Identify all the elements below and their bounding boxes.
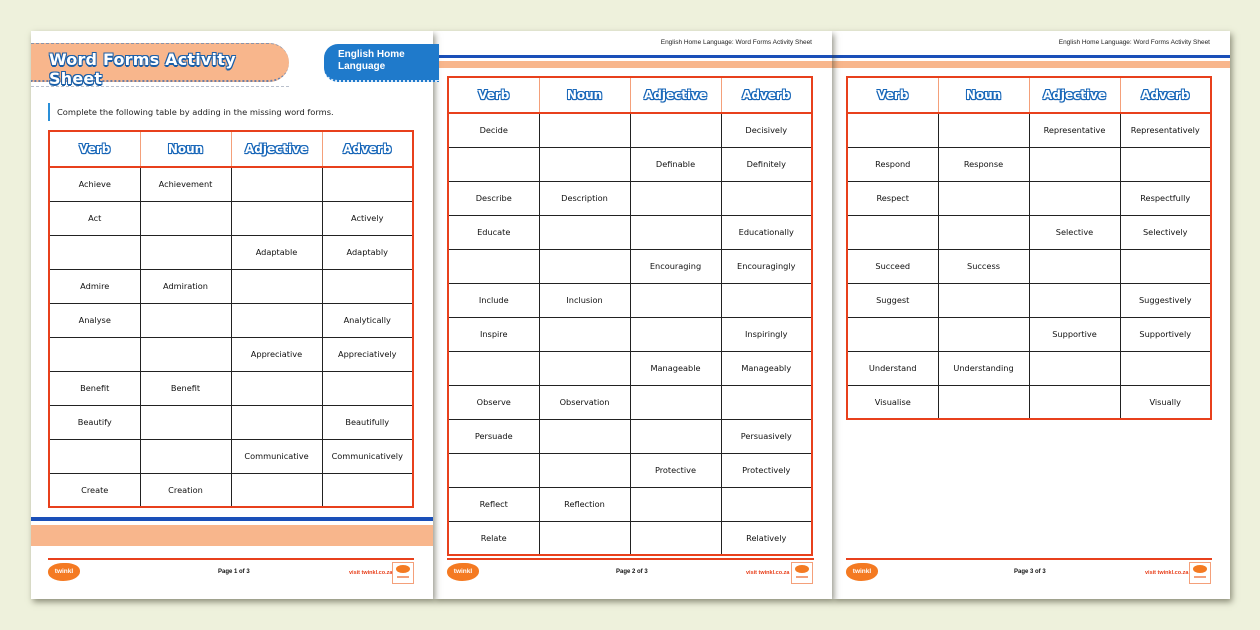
adverb-cell[interactable] <box>322 371 413 405</box>
adjective-cell: Selective <box>1029 215 1120 249</box>
column-header-noun: Noun <box>539 77 630 113</box>
table-row <box>49 303 413 337</box>
table-row <box>847 385 1211 419</box>
verb-cell: Respond <box>847 147 938 181</box>
adjective-cell[interactable] <box>630 215 721 249</box>
adjective-cell[interactable] <box>630 419 721 453</box>
adjective-cell[interactable] <box>1029 181 1120 215</box>
table-row <box>448 283 812 317</box>
twinkl-logo[interactable]: twinkl <box>48 563 80 581</box>
table-row <box>448 113 812 147</box>
table-row <box>448 147 812 181</box>
table-row <box>448 249 812 283</box>
table-row <box>847 113 1211 147</box>
peach-rule <box>433 61 832 68</box>
adjective-cell: Supportive <box>1029 317 1120 351</box>
website-link[interactable]: visit twinkl.co.za <box>746 570 790 576</box>
noun-cell: Response <box>938 147 1029 181</box>
adverb-cell[interactable] <box>1120 147 1211 181</box>
website-link[interactable]: visit twinkl.co.za <box>349 570 393 576</box>
table-row <box>49 337 413 371</box>
noun-cell: Reflection <box>539 487 630 521</box>
adverb-cell[interactable] <box>322 269 413 303</box>
noun-cell: Description <box>539 181 630 215</box>
verb-cell: Analyse <box>49 303 140 337</box>
table-header-row <box>448 77 812 113</box>
worksheet-page-3 <box>832 31 1230 599</box>
adjective-cell: Encouraging <box>630 249 721 283</box>
verb-cell[interactable] <box>847 215 938 249</box>
quality-badge-icon <box>791 562 813 584</box>
noun-cell: Admiration <box>140 269 231 303</box>
footer-line <box>447 558 814 560</box>
verb-cell[interactable] <box>448 249 539 283</box>
twinkl-logo[interactable]: twinkl <box>447 563 479 581</box>
noun-cell[interactable] <box>938 113 1029 147</box>
verb-cell: Suggest <box>847 283 938 317</box>
noun-cell: Understanding <box>938 351 1029 385</box>
verb-cell: Benefit <box>49 371 140 405</box>
title-banner <box>31 43 289 88</box>
table-row <box>847 147 1211 181</box>
noun-cell[interactable] <box>539 147 630 181</box>
table-row <box>49 167 413 201</box>
column-header-adverb: Adverb <box>1120 77 1211 113</box>
adverb-cell[interactable] <box>322 473 413 507</box>
noun-cell: Observation <box>539 385 630 419</box>
adverb-cell: Protectively <box>721 453 812 487</box>
adverb-cell[interactable] <box>1120 351 1211 385</box>
noun-cell[interactable] <box>539 249 630 283</box>
adverb-cell: Decisively <box>721 113 812 147</box>
adjective-cell[interactable] <box>630 181 721 215</box>
adverb-cell: Appreciatively <box>322 337 413 371</box>
word-forms-table-page-2 <box>447 76 813 556</box>
adverb-cell[interactable] <box>322 167 413 201</box>
noun-cell[interactable] <box>539 215 630 249</box>
adverb-cell[interactable] <box>721 487 812 521</box>
table-row <box>49 439 413 473</box>
adjective-cell[interactable] <box>1029 385 1120 419</box>
adverb-cell: Definitely <box>721 147 812 181</box>
adjective-cell[interactable] <box>231 371 322 405</box>
instruction-text: Complete the following table by adding in the missing word forms. <box>48 103 334 121</box>
noun-cell[interactable] <box>539 113 630 147</box>
adverb-cell: Persuasively <box>721 419 812 453</box>
blue-rule <box>832 55 1230 58</box>
page-number: Page 2 of 3 <box>616 569 648 575</box>
adjective-cell[interactable] <box>231 405 322 439</box>
worksheet-page-1 <box>31 31 433 599</box>
column-header-verb: Verb <box>847 77 938 113</box>
running-header: English Home Language: Word Forms Activity Sheet <box>660 39 812 46</box>
adjective-cell[interactable] <box>231 201 322 235</box>
verb-cell: Inspire <box>448 317 539 351</box>
table-row <box>448 317 812 351</box>
noun-cell[interactable] <box>140 439 231 473</box>
adjective-cell: Protective <box>630 453 721 487</box>
noun-cell[interactable] <box>140 405 231 439</box>
adverb-cell: Visually <box>1120 385 1211 419</box>
adverb-cell: Actively <box>322 201 413 235</box>
noun-cell: Benefit <box>140 371 231 405</box>
adjective-cell[interactable] <box>630 283 721 317</box>
table-row <box>448 487 812 521</box>
noun-cell[interactable] <box>140 201 231 235</box>
blue-rule <box>31 517 433 521</box>
verb-cell: Achieve <box>49 167 140 201</box>
verb-cell: Succeed <box>847 249 938 283</box>
verb-cell[interactable] <box>448 351 539 385</box>
adjective-cell[interactable] <box>630 113 721 147</box>
table-row <box>448 215 812 249</box>
adjective-cell[interactable] <box>231 303 322 337</box>
table-row <box>49 371 413 405</box>
noun-cell[interactable] <box>539 453 630 487</box>
table-row <box>847 249 1211 283</box>
adverb-cell: Selectively <box>1120 215 1211 249</box>
noun-cell: Achievement <box>140 167 231 201</box>
adjective-cell: Definable <box>630 147 721 181</box>
adverb-cell[interactable] <box>721 283 812 317</box>
running-header: English Home Language: Word Forms Activity Sheet <box>1058 39 1210 46</box>
adverb-cell[interactable] <box>1120 249 1211 283</box>
table-row <box>847 215 1211 249</box>
worksheet-page-2 <box>433 31 832 599</box>
verb-cell: Observe <box>448 385 539 419</box>
footer-line <box>48 558 414 560</box>
page-number: Page 1 of 3 <box>218 569 250 575</box>
adjective-cell: Representative <box>1029 113 1120 147</box>
verb-cell: Reflect <box>448 487 539 521</box>
adverb-cell: Analytically <box>322 303 413 337</box>
peach-band <box>31 525 433 546</box>
adverb-cell: Educationally <box>721 215 812 249</box>
footer-line <box>846 558 1212 560</box>
adverb-cell: Encouragingly <box>721 249 812 283</box>
verb-cell: Relate <box>448 521 539 555</box>
adjective-cell[interactable] <box>231 269 322 303</box>
noun-cell[interactable] <box>539 419 630 453</box>
column-header-adjective: Adjective <box>1029 77 1120 113</box>
adverb-cell: Supportively <box>1120 317 1211 351</box>
table-row <box>448 419 812 453</box>
verb-cell[interactable] <box>49 235 140 269</box>
verb-cell: Beautify <box>49 405 140 439</box>
adverb-cell[interactable] <box>721 181 812 215</box>
adverb-cell: Communicatively <box>322 439 413 473</box>
adjective-cell: Manageable <box>630 351 721 385</box>
table-row <box>448 521 812 555</box>
noun-cell[interactable] <box>140 303 231 337</box>
adjective-cell: Adaptable <box>231 235 322 269</box>
column-header-adverb: Adverb <box>322 131 413 167</box>
twinkl-logo[interactable]: twinkl <box>846 563 878 581</box>
adjective-cell: Communicative <box>231 439 322 473</box>
verb-cell[interactable] <box>448 453 539 487</box>
noun-cell[interactable] <box>140 235 231 269</box>
column-header-adjective: Adjective <box>231 131 322 167</box>
noun-cell[interactable] <box>938 181 1029 215</box>
verb-cell: Educate <box>448 215 539 249</box>
peach-rule <box>832 61 1230 68</box>
adjective-cell[interactable] <box>1029 147 1120 181</box>
adjective-cell[interactable] <box>1029 249 1120 283</box>
adverb-cell: Beautifully <box>322 405 413 439</box>
page-title: Word Forms Activity Sheet <box>49 50 236 88</box>
adverb-cell: Adaptably <box>322 235 413 269</box>
table-row <box>847 283 1211 317</box>
word-forms-table-page-1 <box>48 130 414 508</box>
table-row <box>847 181 1211 215</box>
table-row <box>847 317 1211 351</box>
verb-cell: Decide <box>448 113 539 147</box>
adjective-cell[interactable] <box>630 317 721 351</box>
verb-cell: Persuade <box>448 419 539 453</box>
table-header-row <box>49 131 413 167</box>
column-header-adjective: Adjective <box>630 77 721 113</box>
verb-cell: Describe <box>448 181 539 215</box>
verb-cell[interactable] <box>49 439 140 473</box>
table-row <box>847 351 1211 385</box>
verb-cell: Understand <box>847 351 938 385</box>
quality-badge-icon <box>392 562 414 584</box>
verb-cell: Include <box>448 283 539 317</box>
adverb-cell: Inspiringly <box>721 317 812 351</box>
noun-cell[interactable] <box>140 337 231 371</box>
noun-cell: Creation <box>140 473 231 507</box>
adverb-cell: Respectfully <box>1120 181 1211 215</box>
adverb-cell: Relatively <box>721 521 812 555</box>
subject-badge <box>324 44 439 82</box>
verb-cell: Visualise <box>847 385 938 419</box>
noun-cell[interactable] <box>938 283 1029 317</box>
table-row <box>49 405 413 439</box>
adverb-cell: Suggestively <box>1120 283 1211 317</box>
noun-cell: Success <box>938 249 1029 283</box>
noun-cell: Inclusion <box>539 283 630 317</box>
table-row <box>448 351 812 385</box>
verb-cell: Admire <box>49 269 140 303</box>
verb-cell[interactable] <box>49 337 140 371</box>
table-row <box>448 385 812 419</box>
verb-cell[interactable] <box>847 317 938 351</box>
column-header-verb: Verb <box>49 131 140 167</box>
website-link[interactable]: visit twinkl.co.za <box>1145 570 1189 576</box>
adjective-cell: Appreciative <box>231 337 322 371</box>
adjective-cell[interactable] <box>630 521 721 555</box>
adjective-cell[interactable] <box>231 473 322 507</box>
table-row <box>49 235 413 269</box>
noun-cell[interactable] <box>539 351 630 385</box>
noun-cell[interactable] <box>539 521 630 555</box>
adjective-cell[interactable] <box>630 385 721 419</box>
column-header-verb: Verb <box>448 77 539 113</box>
blue-rule <box>433 55 832 58</box>
verb-cell[interactable] <box>448 147 539 181</box>
verb-cell: Create <box>49 473 140 507</box>
adverb-cell: Manageably <box>721 351 812 385</box>
table-header-row <box>847 77 1211 113</box>
verb-cell: Respect <box>847 181 938 215</box>
adjective-cell[interactable] <box>1029 283 1120 317</box>
verb-cell[interactable] <box>847 113 938 147</box>
noun-cell[interactable] <box>938 317 1029 351</box>
word-forms-table-page-3 <box>846 76 1212 420</box>
quality-badge-icon <box>1189 562 1211 584</box>
table-row <box>49 473 413 507</box>
table-row <box>49 201 413 235</box>
column-header-noun: Noun <box>140 131 231 167</box>
verb-cell: Act <box>49 201 140 235</box>
table-row <box>49 269 413 303</box>
noun-cell[interactable] <box>938 215 1029 249</box>
column-header-adverb: Adverb <box>721 77 812 113</box>
table-row <box>448 453 812 487</box>
adjective-cell[interactable] <box>231 167 322 201</box>
noun-cell[interactable] <box>539 317 630 351</box>
adverb-cell: Representatively <box>1120 113 1211 147</box>
subject-badge-label: English Home Language <box>338 49 405 72</box>
title-underline <box>31 86 289 87</box>
table-row <box>448 181 812 215</box>
page-number: Page 3 of 3 <box>1014 569 1046 575</box>
adjective-cell[interactable] <box>1029 351 1120 385</box>
adjective-cell[interactable] <box>630 487 721 521</box>
noun-cell[interactable] <box>938 385 1029 419</box>
adverb-cell[interactable] <box>721 385 812 419</box>
column-header-noun: Noun <box>938 77 1029 113</box>
